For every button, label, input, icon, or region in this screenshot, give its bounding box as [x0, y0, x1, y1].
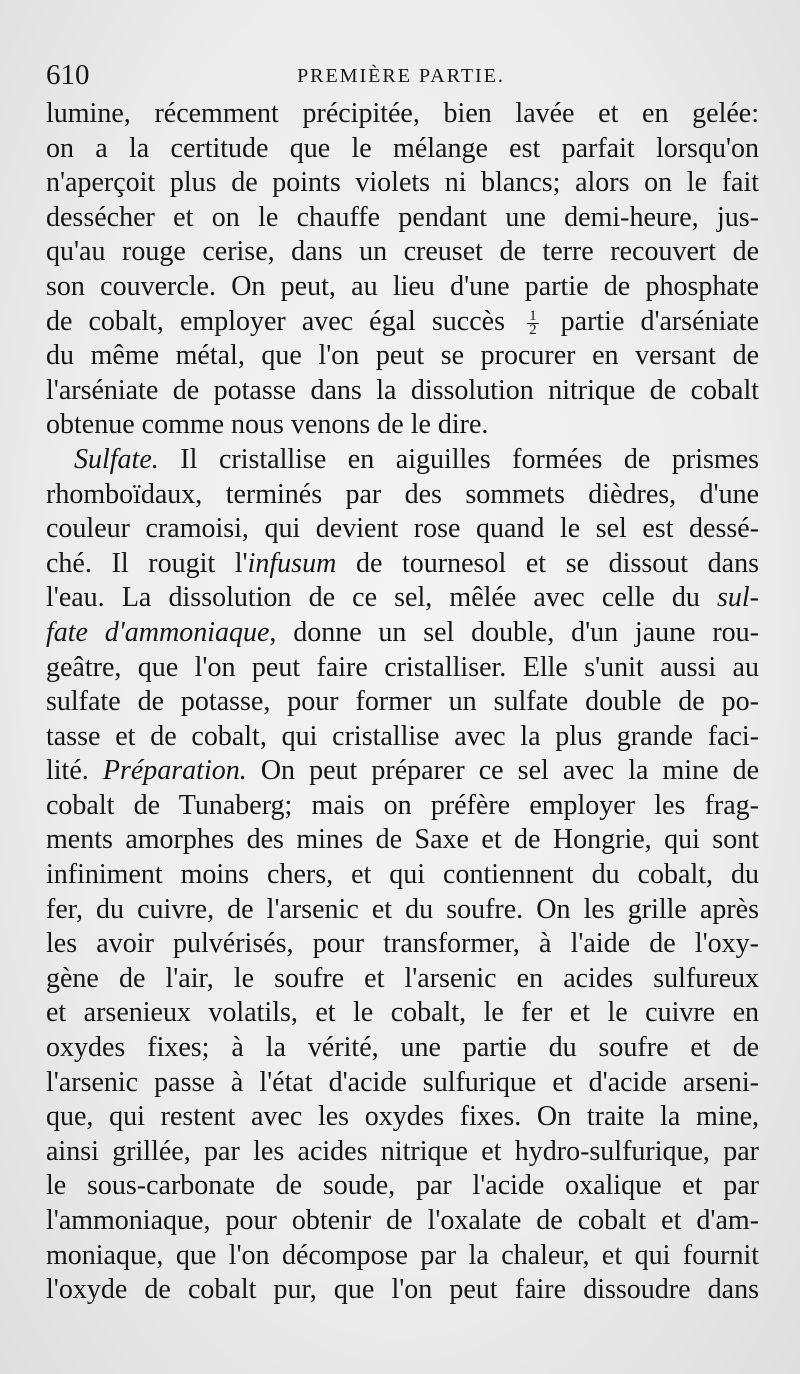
text-line: [46, 132, 759, 167]
text-segment: son couvercle. On peut, au lieu d'une partie de phosphate: [46, 270, 759, 302]
text-line: [46, 789, 759, 824]
text-line: [46, 1135, 759, 1170]
text-segment: , donne un sel double, d'un jaune rou-: [269, 616, 759, 648]
text-line: [46, 235, 759, 270]
text-line: [46, 616, 759, 651]
text-line: [46, 443, 759, 478]
fraction-numerator: 1: [529, 307, 537, 324]
text-line: [46, 823, 759, 858]
text-segment: obtenue comme nous venons de le dire.: [46, 409, 489, 441]
text-line: [46, 374, 759, 409]
text-line: [46, 478, 759, 513]
text-segment: ments amorphes des mines de Saxe et de Hongrie, qui sont: [46, 824, 759, 856]
text-segment: lumine, récemment précipitée, bien lavée et en gelée:: [46, 98, 759, 129]
text-line: [46, 1273, 759, 1308]
text-segment: et arsenieux volatils, et le cobalt, le fer et le cuivre en: [46, 997, 759, 1029]
text-line: [46, 1239, 759, 1274]
text-segment: du même métal, que l'on peut se procurer en versant de: [46, 340, 759, 372]
text-line: [46, 720, 759, 755]
text-line: [46, 1100, 759, 1135]
fraction: [527, 307, 539, 338]
text-segment: n'aperçoit plus de points violets ni blancs; alors on le fait: [46, 167, 759, 199]
text-segment: que, qui restent avec les oxydes fixes. On traite la mine,: [46, 1101, 759, 1133]
text-line: [46, 927, 759, 962]
text-segment: geâtre, que l'on peut faire cristalliser. Elle s'unit aussi au: [46, 651, 759, 683]
text-line: [46, 547, 759, 582]
text-segment: gène de l'air, le soufre et l'arsenic en acides sulfureux: [46, 962, 759, 994]
text-segment: lité.: [46, 755, 103, 787]
text-segment: fer, du cuivre, de l'arsenic et du soufre. On les grille après: [46, 893, 759, 925]
text-line: [46, 201, 759, 236]
text-segment: de tournesol et se dissout dans: [336, 547, 759, 579]
text-line: [46, 581, 759, 616]
text-line: [46, 651, 759, 686]
text-segment: les avoir pulvérisés, pour transformer, à l'aide de l'oxy-: [46, 928, 759, 960]
text-segment: l'ammoniaque, pour obtenir de l'oxalate de cobalt et d'am-: [46, 1205, 759, 1236]
text-line: [46, 893, 759, 928]
text-line: [46, 339, 759, 374]
text-segment: de cobalt, employer avec égal succès: [46, 305, 522, 337]
text-segment: On peut préparer ce sel avec la mine de: [246, 755, 759, 787]
text-segment: Il cristallise en aiguilles formées de prismes: [158, 443, 759, 475]
text-line: [46, 97, 759, 132]
text-line: [46, 1169, 759, 1204]
italic-text: infusum: [247, 547, 337, 579]
text-segment: oxydes fixes; à la vérité, une partie du soufre et de: [46, 1032, 759, 1064]
text-line: [46, 1066, 759, 1101]
page-number: 610: [46, 59, 90, 91]
italic-text: Sulfate.: [74, 443, 159, 475]
text-segment: infiniment moins chers, et qui contiennent du cobalt, du: [46, 859, 759, 891]
body-text: [46, 97, 759, 1308]
text-line: [46, 166, 759, 201]
text-segment: partie d'arséniate: [544, 305, 759, 337]
text-line: [46, 512, 759, 547]
text-segment: tasse et de cobalt, qui cristallise avec la plus grande faci-: [46, 720, 759, 752]
text-segment: le sous-carbonate de soude, par l'acide oxalique et par: [46, 1170, 759, 1202]
text-segment: cobalt de Tunaberg; mais on préfère employer les frag-: [46, 789, 759, 821]
text-line: [46, 1031, 759, 1066]
running-head: PREMIÈRE PARTIE.: [297, 65, 505, 87]
text-segment: qu'au rouge cerise, dans un creuset de terre recouvert de: [46, 236, 759, 268]
text-line: [46, 754, 759, 789]
text-line: [46, 858, 759, 893]
text-segment: l'eau. La dissolution de ce sel, mêlée avec celle du: [46, 582, 717, 614]
text-segment: moniaque, que l'on décompose par la chaleur, et qui fournit: [46, 1239, 759, 1271]
text-segment: couleur cramoisi, qui devient rose quand le sel est dessé-: [46, 513, 759, 545]
text-segment: rhomboïdaux, terminés par des sommets dièdres, d'une: [46, 478, 759, 510]
fraction-denominator: 2: [529, 321, 537, 338]
text-segment: dessécher et on le chauffe pendant une demi-heure, jus-: [46, 201, 759, 233]
italic-text: Préparation.: [102, 755, 247, 787]
text-line: [46, 408, 759, 443]
page-header: [46, 58, 756, 92]
text-segment: ché. Il rougit l': [46, 547, 248, 579]
text-segment: sulfate de potasse, pour former un sulfate double de po-: [46, 686, 759, 718]
text-line: [46, 962, 759, 997]
italic-text: fate d'ammoniaque: [46, 616, 270, 648]
italic-text: sul-: [717, 582, 759, 614]
text-line: [46, 996, 759, 1031]
text-line: [46, 270, 759, 305]
text-line: [46, 305, 759, 340]
text-line: [46, 685, 759, 720]
text-segment: ainsi grillée, par les acides nitrique et hydro-sulfurique, par: [46, 1135, 759, 1167]
text-segment: on a la certitude que le mélange est parfait lorsqu'on: [46, 132, 759, 164]
text-segment: l'arsenic passe à l'état d'acide sulfurique et d'acide arseni-: [46, 1066, 759, 1098]
text-segment: l'arséniate de potasse dans la dissolution nitrique de cobalt: [46, 374, 759, 406]
text-segment: l'oxyde de cobalt pur, que l'on peut faire dissoudre dans: [46, 1274, 759, 1306]
text-line: [46, 1204, 759, 1239]
